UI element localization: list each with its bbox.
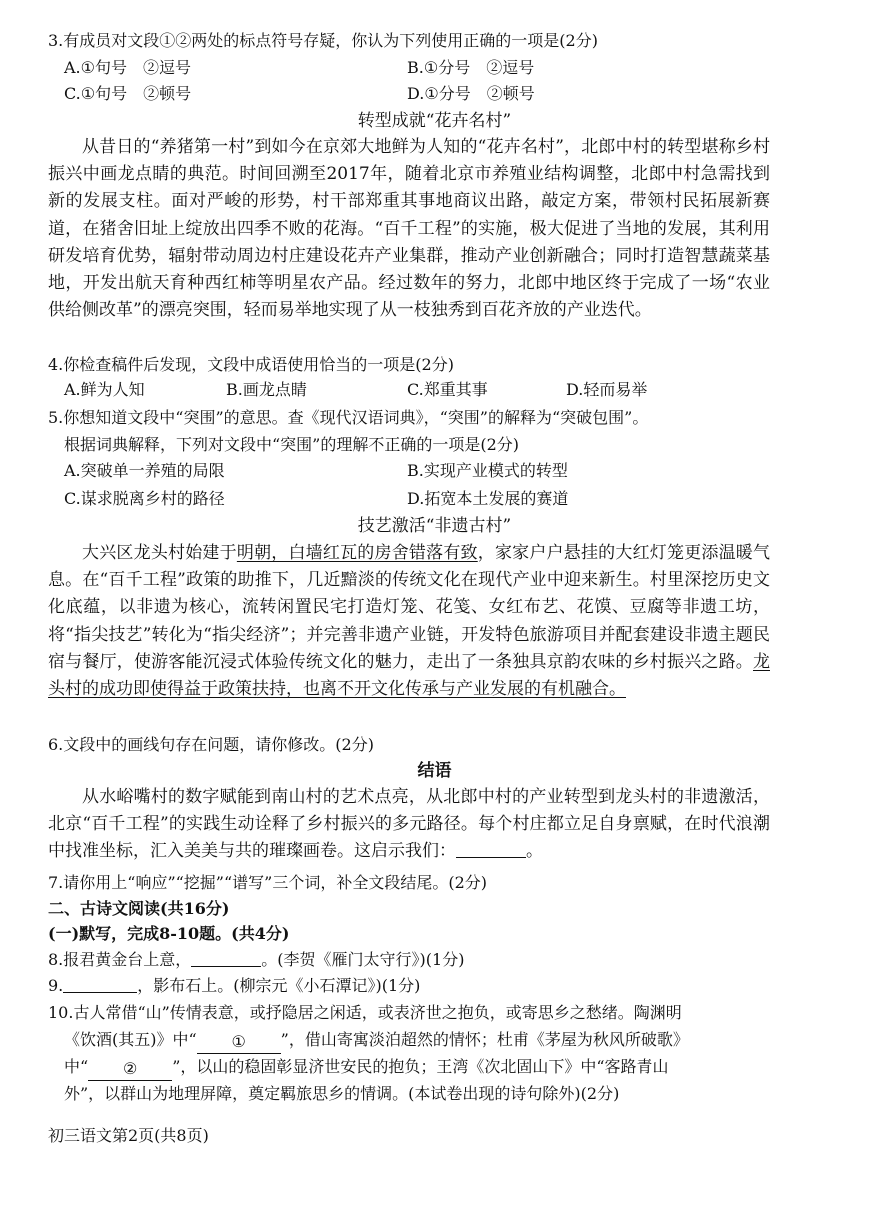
q10-line3-b: ”，以山的稳固彰显济世安民的抱负；王湾《次北固山下》中“客路青山: [172, 1057, 669, 1076]
passage-longtou-part-b: ，家家户户悬挂的大红灯笼更添温暖气息。在“百千工程”政策的助推下，几近黯淡的传统文化在现代产业中迎来新生。村里深挖历史文化底蕴，以非遗为核心，流转闲置民宅打造灯笼、花笺、女红布艺、花馍、豆腐等非遗工坊，将“指尖技艺”转化为“指尖经济”；并完善非遗产业链，开发特色旅游项目并配套建设非遗主题民宿与餐厅，使游客能沉浸式体验传统文化的魅力，走出了一条独具京韵农味的乡村振兴之路。: [48, 543, 771, 672]
underlined-sentence-2: 龙头村的成功即使得益于政策扶持，也离不开文化传承与产业发展的有机融合。: [48, 651, 770, 700]
conclusion-passage: [48, 784, 770, 866]
q4-option-b: B.画龙点睛: [226, 380, 307, 399]
q3-option-a: A.①句号 ②逗号: [64, 58, 191, 77]
q10-line3-a: 中“: [64, 1057, 89, 1076]
passage-longtou-part-a: 大兴区龙头村始建于: [82, 543, 237, 563]
q3-option-d: D.①分号 ②顿号: [407, 84, 535, 103]
part2-title: 二、古诗文阅读(共16分): [48, 899, 230, 918]
q10-line2-b: ”，借山寄寓淡泊超然的情怀；杜甫《茅屋为秋风所破歌》: [280, 1030, 689, 1049]
q10-blank-1[interactable]: ①: [197, 1031, 281, 1054]
page-footer: 初三语文第2页(共8页): [48, 1126, 209, 1145]
q3-stem: 3.有成员对文段①②两处的标点符号存疑，你认为下列使用正确的一项是(2分): [48, 31, 598, 50]
q5-option-d: D.拓宽本土发展的赛道: [407, 489, 569, 508]
q7-stem: 7.请你用上“响应”“挖掘”“谱写”三个词，补全文段结尾。(2分): [48, 873, 488, 892]
part2-subtitle: (一)默写，完成8-10题。(共4分): [48, 924, 290, 943]
q3-option-c: C.①句号 ②顿号: [64, 84, 192, 103]
conclusion-answer-blank[interactable]: [456, 841, 526, 858]
passage-beilangzhong: 从昔日的“养猪第一村”到如今在京郊大地鲜为人知的“花卉名村”，北郎中村的转型堪称乡村振兴中画龙点睛的典范。时间回溯至2017年，随着北京市养殖业结构调整，北郎中村急需找到新的发展支柱。面对严峻的形势，村干部郑重其事地商议出路，敲定方案，带领村民拓展新赛道，在猪舍旧址上绽放出四季不败的花海。“百千工程”的实施，极大促进了当地的发展，其利用研发培育优势，辐射带动周边村庄建设花卉产业集群，推动产业创新融合；同时打造智慧蔬菜基地，开发出航天育种西红柿等明星农产品。经过数年的努力，北郎中地区终于完成了一场“农业供给侧改革”的漂亮突围，轻而易举地实现了从一枝独秀到百花齐放的产业迭代。: [48, 137, 770, 321]
q10-line2-a: 《饮酒(其五)》中“: [64, 1030, 197, 1049]
q9-post: ，影布石上。(柳宗元《小石潭记》)(1分): [137, 976, 421, 995]
q9-answer-blank[interactable]: [63, 976, 137, 993]
q5-option-c: C.谋求脱离乡村的路径: [64, 489, 225, 508]
passage-longtou: [48, 540, 770, 703]
q4-option-a: A.鲜为人知: [64, 380, 145, 399]
q5-option-b: B.实现产业模式的转型: [407, 461, 568, 480]
q8-post: 。(李贺《雁门太守行》)(1分): [261, 950, 465, 969]
q4-option-c: C.郑重其事: [407, 380, 488, 399]
q8-answer-blank[interactable]: [191, 950, 261, 967]
underlined-phrase-1: 明朝，白墙红瓦的房舍错落有致: [236, 543, 478, 563]
q3-option-b: B.①分号 ②逗号: [407, 58, 535, 77]
q5-stem-line1: 5.你想知道文段中“突围”的意思。查《现代汉语词典》，“突围”的解释为“突破包围”。: [48, 408, 649, 427]
conclusion-text: 从水峪嘴村的数字赋能到南山村的艺术点亮，从北郎中村的产业转型到龙头村的非遗激活，北京“百千工程”的实践生动诠释了乡村振兴的多元路径。每个村庄都立足自身禀赋，在时代浪潮中找准坐标，汇入美美与共的璀璨画卷。这启示我们：: [48, 787, 770, 862]
q4-option-d: D.轻而易举: [566, 380, 648, 399]
q9-line: [48, 975, 420, 997]
section-title-transformation: 转型成就“花卉名村”: [357, 111, 512, 131]
q10-line1: 10.古人常借“山”传情表意，或抒隐居之闲适，或表济世之抱负，或寄思乡之愁绪。陶渊明: [48, 1003, 682, 1022]
q8-pre: 8.报君黄金台上意，: [48, 950, 192, 969]
q10-blank-2[interactable]: ②: [88, 1058, 172, 1081]
q10-line2: [64, 1029, 689, 1054]
conclusion-title: 结语: [417, 761, 452, 781]
q10-line4: 外”，以群山为地理屏障，奠定羁旅思乡的情调。(本试卷出现的诗句除外)(2分): [64, 1084, 620, 1103]
q4-stem: 4.你检查稿件后发现，文段中成语使用恰当的一项是(2分): [48, 355, 454, 374]
q5-stem-line2: 根据词典解释，下列对文段中“突围”的理解不正确的一项是(2分): [64, 435, 520, 454]
q10-line3: [64, 1056, 669, 1081]
q9-pre: 9.: [48, 976, 64, 995]
q6-stem: 6.文段中的画线句存在问题，请你修改。(2分): [48, 735, 374, 754]
conclusion-end-mark: 。: [526, 841, 543, 862]
q8-line: [48, 949, 464, 971]
section-title-heritage: 技艺激活“非遗古村”: [357, 516, 512, 536]
q5-option-a: A.突破单一养殖的局限: [64, 461, 225, 480]
